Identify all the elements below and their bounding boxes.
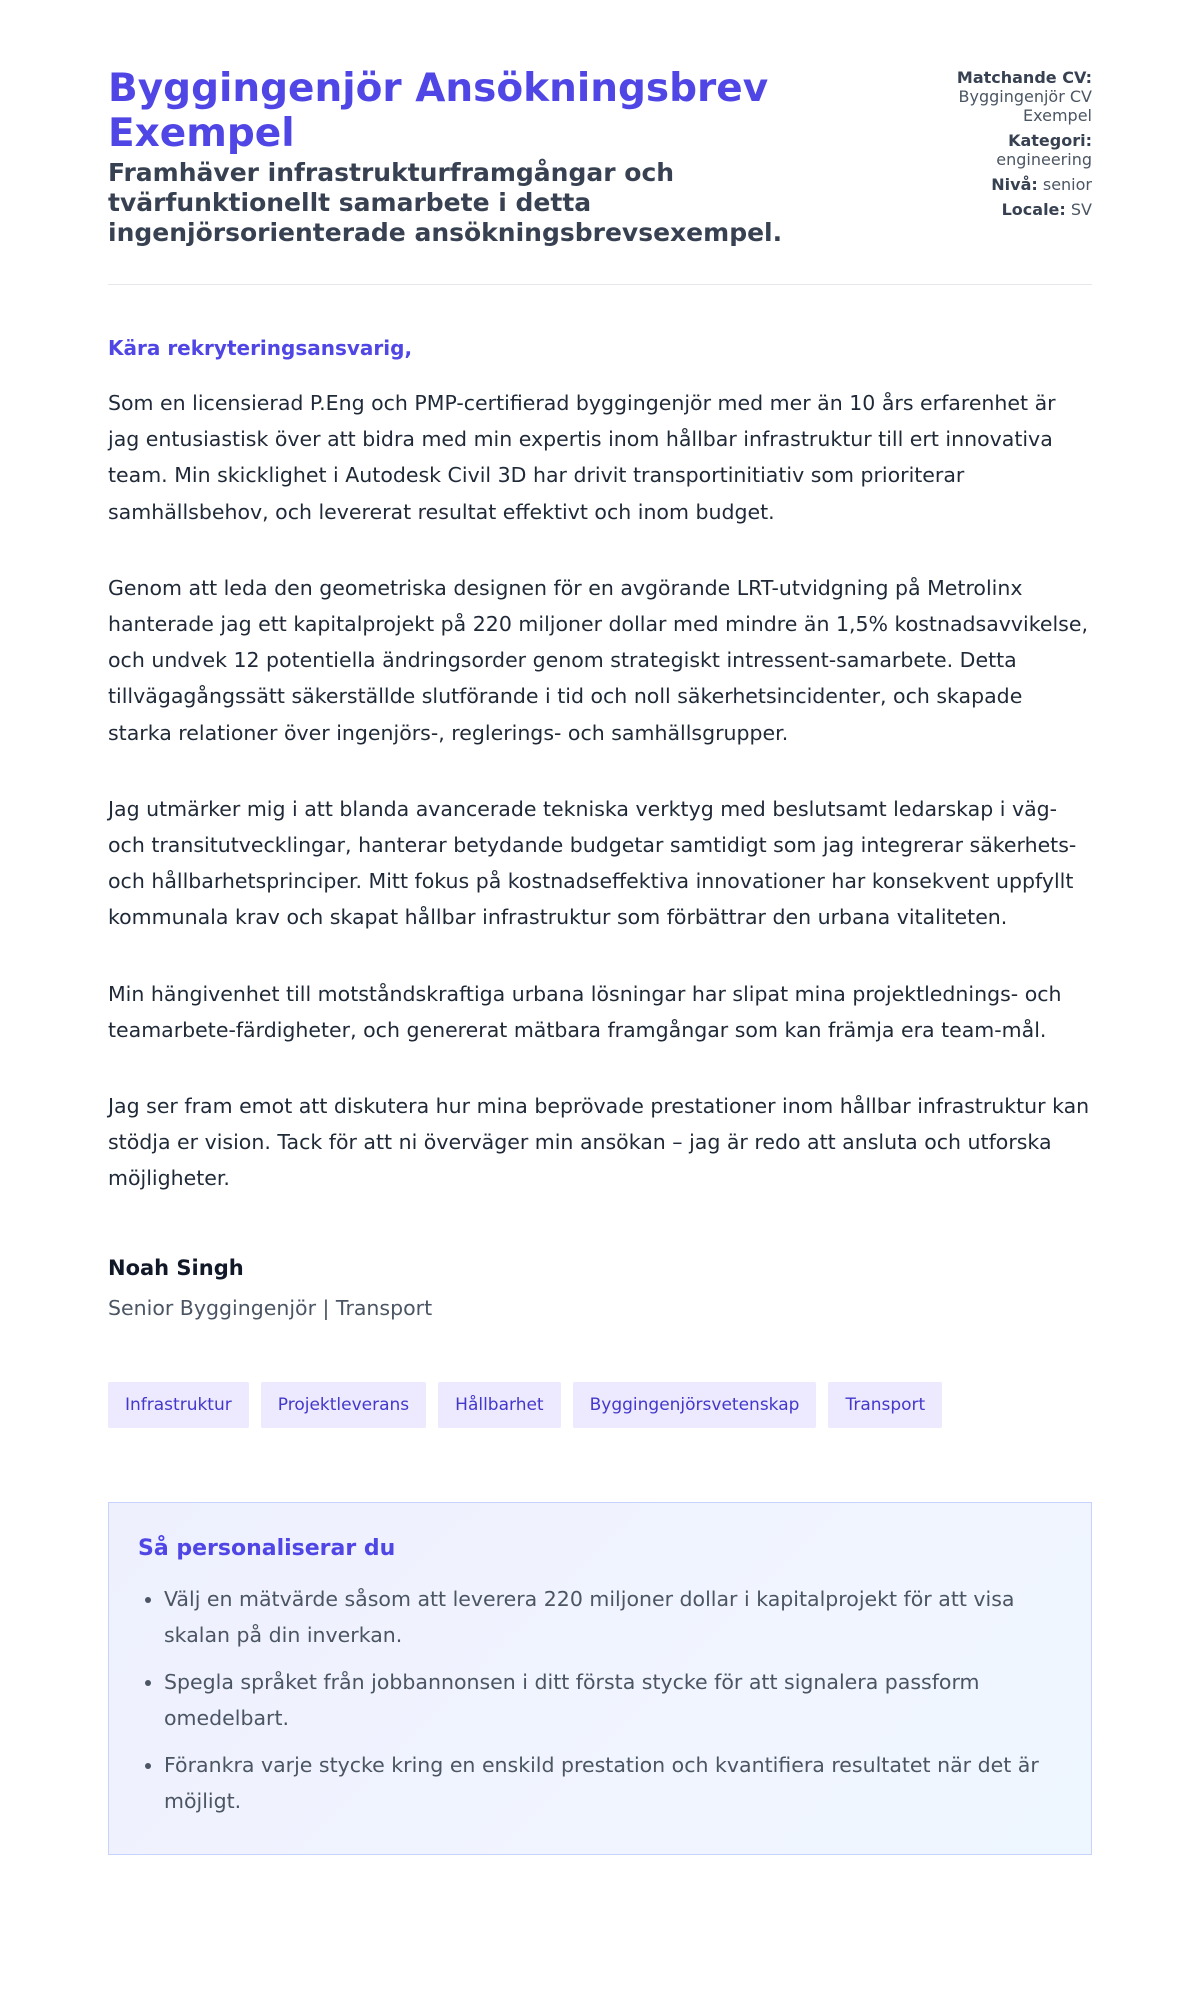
- tip-item: • Förankra varje stycke kring en enskild prestation och kvantifiera resultatet när det är möjligt.: [164, 1747, 1061, 1820]
- personalization-tips-box: [108, 1502, 1092, 1855]
- tip-item: • Välj en mätvärde såsom att leverera 220 miljoner dollar i kapitalprojekt för att visa skalan på din inverkan.: [164, 1581, 1061, 1654]
- header-divider: [108, 284, 1092, 285]
- tips-title: Så personaliserar du: [138, 1535, 396, 1561]
- meta-locale: [892, 200, 1092, 219]
- tips-list: [138, 1581, 1061, 1820]
- letter-paragraph: Jag ser fram emot att diskutera hur mina beprövade prestationer inom hållbar infrastruktur kan stödja er vision. Tack för att ni överväger min ansökan – jag är redo att ansluta och utforska möjligheter.: [108, 1094, 1090, 1191]
- signature-block: [108, 1254, 1092, 1322]
- letter-paragraph: Som en licensierad P.Eng och PMP-certifierad byggingenjör med mer än 10 års erfarenhet är jag entusiastisk över att bidra med min expertis inom hållbar infrastruktur till ert innovativa team. Min skicklighet i Autodesk Civil 3D har drivit transportinitiativ som prioriterar samhällsbehov, och levererat resultat effektivt och inom budget.: [108, 391, 1056, 524]
- meta-matching-cv-label: Matchande CV:: [956, 68, 1092, 87]
- tag-infrastruktur: Infrastruktur: [108, 1382, 249, 1428]
- meta-level-label: Nivå:: [991, 175, 1038, 194]
- letter-paragraph: Jag utmärker mig i att blanda avancerade tekniska verktyg med beslutsamt ledarskap i väg- och transitutvecklingar, hanterar betydande budgetar samtidigt som jag integrerar säkerhets- och hållbarhetsprinciper. Mitt fokus på kostnadseffektiva innovationer har konsekvent uppfyllt kommunala krav och skapat hållbar infrastruktur som förbättrar den urbana vitaliteten.: [108, 796, 1077, 930]
- meta-matching-cv: [892, 68, 1092, 125]
- letter-paragraph: Min hängivenhet till motståndskraftiga urbana lösningar har slipat mina projektlednings- och teamarbete-färdigheter, och genererat mätbara framgångar som kan främja era team-mål.: [108, 981, 1062, 1042]
- letter-greeting: Kära rekryteringsansvarig,: [108, 336, 413, 360]
- meta-category-value: engineering: [996, 150, 1092, 169]
- tag-byggingenjorsvetenskap: Byggingenjörsvetenskap: [573, 1382, 817, 1428]
- letter-paragraph: Genom att leda den geometriska designen för en avgörande LRT-utvidgning på Metrolinx hanterade jag ett kapitalprojekt på 220 miljoner dollar med mindre än 1,5% kostnadsavvikelse, och undvek 12 potentiella ändringsorder genom strategiskt intressent-samarbete. Detta tillvägagångssätt säkerställde slutförande i tid och noll säkerhetsincidenter, och skapade starka relationer över ingenjörs-, reglerings- och samhällsgrupper.: [108, 575, 1088, 745]
- meta-category: [892, 131, 1092, 169]
- tag-hallbarhet: Hållbarhet: [438, 1382, 560, 1428]
- meta-matching-cv-value: Byggingenjör CV Exempel: [958, 87, 1092, 125]
- meta-level-value: senior: [1042, 175, 1092, 194]
- meta-locale-label: Locale:: [1001, 200, 1066, 219]
- tag-projektleverans: Projektleverans: [261, 1382, 426, 1428]
- tag-transport: Transport: [828, 1382, 942, 1428]
- page-header: [108, 66, 1092, 248]
- tip-item: • Spegla språket från jobbannonsen i ditt första stycke för att signalera passform omedelbart.: [164, 1664, 1061, 1737]
- meta-locale-value: SV: [1070, 200, 1092, 219]
- page-title: Byggingenjör Ansökningsbrev Exempel: [108, 66, 769, 156]
- page-subtitle: Framhäver infrastrukturframgångar och tvärfunktionellt samarbete i detta ingenjörsorienterade ansökningsbrevsexempel.: [108, 158, 783, 247]
- meta-category-label: Kategori:: [1008, 131, 1092, 150]
- title-block: [108, 66, 828, 248]
- meta-panel: [892, 66, 1092, 225]
- signature-role: Senior Byggingenjör | Transport: [108, 1295, 433, 1320]
- letter-body: [108, 385, 1092, 1197]
- tag-list: [108, 1382, 1092, 1428]
- meta-level: [892, 175, 1092, 194]
- signature-name: Noah Singh: [108, 1255, 244, 1280]
